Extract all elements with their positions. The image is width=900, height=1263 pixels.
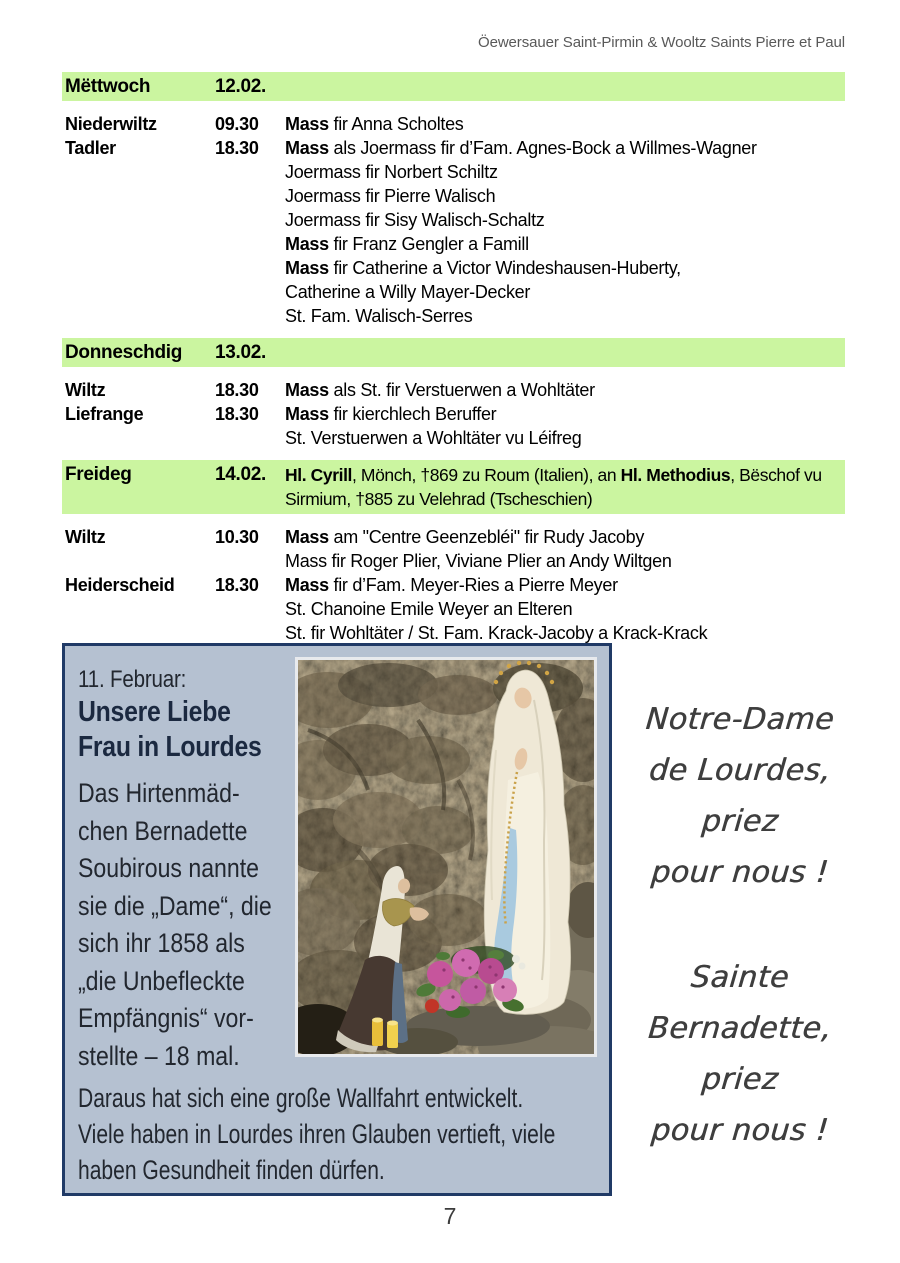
mass-row [62, 112, 845, 136]
box-text-line: chen Bernadette [78, 815, 248, 846]
plain-text: am "Centre Geenzebléi" fir Rudy Jacoby [328, 527, 645, 547]
emphasis-text: Mass [285, 404, 329, 424]
date-value: 12.02. [215, 76, 267, 97]
emphasis-text: Mass [285, 575, 329, 595]
plain-text: fir Franz Gengler a Famill [328, 234, 529, 254]
desc-line [285, 378, 845, 402]
day-label: Mëttwoch [65, 76, 151, 97]
plain-text: Catherine a Willy Mayer-Decker [285, 282, 531, 302]
plain-text: Joermass fir Sisy Walisch-Schaltz [285, 210, 545, 230]
emphasis-text: Hl. Cyrill [285, 465, 352, 485]
day-label: Donneschdig [65, 342, 183, 363]
desc-line [285, 160, 845, 184]
time-label: 18.30 [215, 380, 259, 400]
place-label: Heiderscheid [65, 575, 175, 595]
desc-line [285, 304, 845, 328]
box-text-column [78, 665, 300, 1075]
place-label: Wiltz [65, 527, 106, 547]
box-text-line: sie die „Dame“, die [78, 890, 272, 921]
place-label: Liefrange [65, 404, 144, 424]
prayer-line: pour nous ! [649, 855, 831, 890]
desc-line [285, 184, 845, 208]
page-header-title: Öewersauer Saint-Pirmin & Wooltz Saints Pierre et Paul [478, 34, 845, 51]
box-date-label: 11. Februar: [78, 666, 187, 693]
box-bottom-lines [78, 1080, 624, 1188]
mass-desc [285, 402, 845, 450]
plain-text: fir d’Fam. Meyer-Ries a Pierre Meyer [328, 575, 618, 595]
desc-line [285, 549, 845, 573]
time-label: 10.30 [215, 527, 259, 547]
plain-text: Joermass fir Pierre Walisch [285, 186, 496, 206]
plain-text: , Mönch, †869 zu Roum (Italien), an [352, 465, 621, 485]
date-value: 14.02. [215, 464, 267, 485]
prayer-line: priez [700, 1062, 780, 1097]
section-rows [62, 525, 845, 645]
day-band [62, 460, 845, 514]
mass-desc [285, 112, 845, 136]
page-number: 7 [443, 1203, 457, 1229]
emphasis-text: Mass [285, 138, 329, 158]
place-label: Wiltz [65, 380, 106, 400]
prayer-line: pour nous ! [649, 1113, 831, 1148]
prayer-line: de Lourdes, [647, 753, 833, 788]
mass-schedule [62, 72, 845, 655]
time-label: 09.30 [215, 114, 259, 134]
desc-line [285, 525, 845, 549]
prayer-group-1 [615, 694, 865, 898]
time-label: 18.30 [215, 404, 259, 424]
prayer-line: Notre-Dame [644, 702, 836, 737]
plain-text: Mass fir Roger Plier, Viviane Plier an Andy Wiltgen [285, 551, 672, 571]
plain-text: St. Fam. Walisch-Serres [285, 306, 473, 326]
box-title-line: Unsere Liebe [78, 696, 231, 728]
emphasis-text: Mass [285, 258, 329, 278]
plain-text: St. Verstuerwen a Wohltäter vu Léifreg [285, 428, 582, 448]
box-text-line: Soubirous nannte [78, 853, 259, 883]
plain-text: Joermass fir Norbert Schiltz [285, 162, 498, 182]
desc-line [285, 621, 845, 645]
box-text-line: Viele haben in Lourdes ihren Glauben vertieft, viele [78, 1119, 556, 1149]
plain-text: Sirmium, †885 zu Velehrad (Tscheschien) [285, 489, 593, 509]
desc-line [285, 573, 845, 597]
plain-text: St. Chanoine Emile Weyer an Elteren [285, 599, 573, 619]
plain-text: fir Anna Scholtes [328, 114, 464, 134]
plain-text: als St. fir Verstuerwen a Wohltäter [328, 380, 595, 400]
day-band [62, 338, 845, 367]
desc-line [285, 402, 845, 426]
plain-text: fir Catherine a Victor Windeshausen-Huberty, [328, 258, 681, 278]
day-note [285, 460, 845, 514]
box-text-line: „die Unbefleckte [78, 965, 245, 996]
box-column-lines [78, 775, 300, 1075]
time-label: 18.30 [215, 138, 259, 158]
emphasis-text: Mass [285, 234, 329, 254]
box-title [78, 695, 300, 765]
mass-row [62, 525, 845, 573]
desc-line [285, 232, 845, 256]
mass-row [62, 573, 845, 645]
place-label: Niederwiltz [65, 114, 157, 134]
mass-desc [285, 378, 845, 402]
emphasis-text: Hl. Methodius [620, 465, 731, 485]
prayer-line: Bernadette, [646, 1011, 834, 1046]
mass-desc [285, 525, 845, 573]
mass-desc [285, 136, 845, 328]
box-text-line: Empfängnis“ vor- [78, 1003, 254, 1033]
day-band [62, 72, 845, 101]
emphasis-text: Mass [285, 114, 329, 134]
box-text-line: sich ihr 1858 als [78, 928, 245, 958]
lourdes-grotto-photo [295, 657, 597, 1057]
section-rows [62, 378, 845, 450]
section-rows [62, 112, 845, 328]
desc-line [285, 426, 845, 450]
desc-line [285, 597, 845, 621]
desc-line [285, 136, 845, 160]
plain-text: fir kierchlech Beruffer [328, 404, 497, 424]
box-title-line: Frau in Lourdes [78, 731, 262, 763]
desc-line [285, 280, 845, 304]
prayer-group-2 [615, 952, 865, 1156]
mass-row [62, 402, 845, 450]
plain-text: , Bëschof vu [730, 465, 822, 485]
desc-line [285, 208, 845, 232]
box-text-line: stellte – 18 mal. [78, 1040, 240, 1071]
box-text-line: Das Hirtenmäd- [78, 778, 240, 808]
desc-line [285, 256, 845, 280]
date-value: 13.02. [215, 342, 267, 363]
lourdes-info-box [62, 643, 612, 1196]
prayer-line: priez [700, 804, 780, 839]
mass-row [62, 378, 845, 402]
place-label: Tadler [65, 138, 116, 158]
plain-text: als Joermass fir d’Fam. Agnes-Bock a Willmes-Wagner [328, 138, 757, 158]
mass-row [62, 136, 845, 328]
emphasis-text: Mass [285, 380, 329, 400]
emphasis-text: Mass [285, 527, 329, 547]
box-text-line: haben Gesundheit finden dürfen. [78, 1155, 385, 1185]
box-text-line: Daraus hat sich eine große Wallfahrt entwickelt. [78, 1083, 524, 1113]
mass-desc [285, 573, 845, 645]
note-line [285, 487, 845, 511]
plain-text: St. fir Wohltäter / St. Fam. Krack-Jacoby a Krack-Krack [285, 623, 708, 643]
day-label: Freideg [65, 464, 132, 485]
note-line [285, 463, 845, 487]
prayer-line: Sainte [689, 960, 791, 995]
desc-line [285, 112, 845, 136]
time-label: 18.30 [215, 575, 259, 595]
